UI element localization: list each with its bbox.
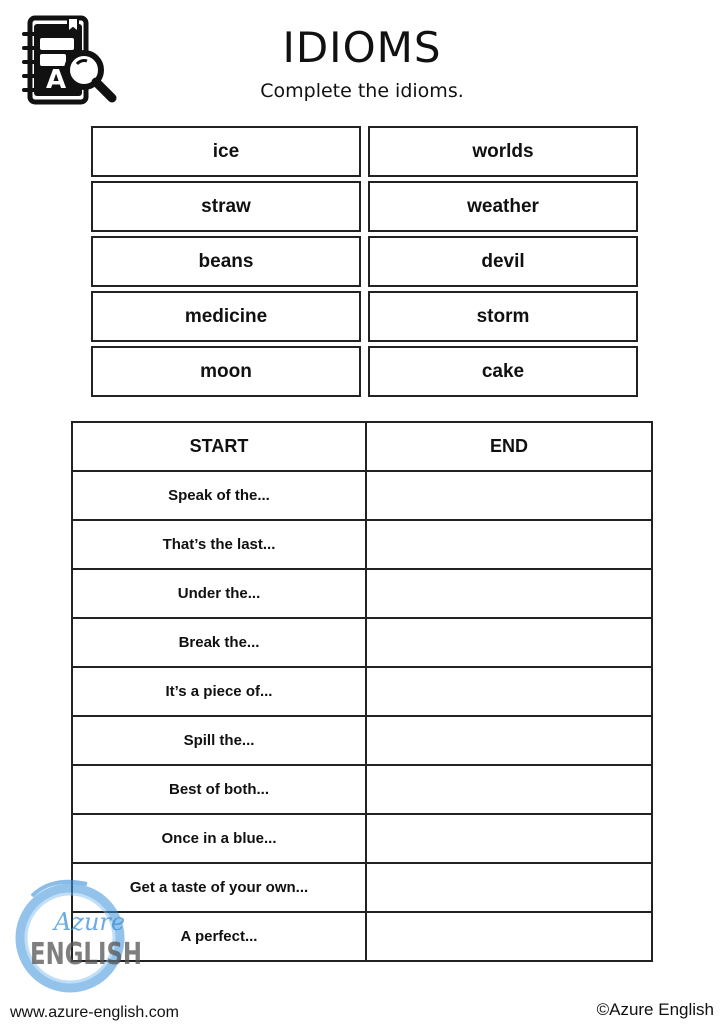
idiom-end-answer-cell[interactable] <box>366 569 652 618</box>
idiom-start-cell: A perfect... <box>72 912 366 961</box>
idiom-end-answer-cell[interactable] <box>366 618 652 667</box>
table-header-row <box>72 422 652 471</box>
word-box: ice <box>91 126 361 177</box>
idiom-end-answer-cell[interactable] <box>366 667 652 716</box>
idiom-end-answer-cell[interactable] <box>366 716 652 765</box>
idiom-start-cell: That’s the last... <box>72 520 366 569</box>
idiom-end-answer-cell[interactable] <box>366 814 652 863</box>
table-row <box>72 618 652 667</box>
idiom-start-cell: Get a taste of your own... <box>72 863 366 912</box>
idiom-end-answer-cell[interactable] <box>366 471 652 520</box>
word-box: devil <box>368 236 638 287</box>
idiom-start-cell: Break the... <box>72 618 366 667</box>
table-row <box>72 716 652 765</box>
page-subtitle: Complete the idioms. <box>260 80 464 102</box>
word-box: worlds <box>368 126 638 177</box>
idiom-end-answer-cell[interactable] <box>366 863 652 912</box>
idiom-start-cell: Under the... <box>72 569 366 618</box>
idiom-end-answer-cell[interactable] <box>366 912 652 961</box>
end-column-header: END <box>366 422 652 471</box>
copyright-notice: ©Azure English <box>596 1000 714 1019</box>
azure-english-logo <box>12 866 162 1006</box>
table-row <box>72 667 652 716</box>
svg-text:ENGLISH: ENGLISH <box>30 937 142 972</box>
table-row <box>72 814 652 863</box>
word-box: storm <box>368 291 638 342</box>
idiom-start-cell: Speak of the... <box>72 471 366 520</box>
idiom-end-answer-cell[interactable] <box>366 520 652 569</box>
word-box: medicine <box>91 291 361 342</box>
table-row <box>72 520 652 569</box>
start-column-header: START <box>72 422 366 471</box>
table-row <box>72 569 652 618</box>
idiom-start-cell: It’s a piece of... <box>72 667 366 716</box>
svg-text:A: A <box>46 65 67 95</box>
word-box: moon <box>91 346 361 397</box>
table-row <box>72 765 652 814</box>
website-url: www.azure-english.com <box>10 1004 179 1021</box>
table-row <box>72 471 652 520</box>
idiom-start-cell: Best of both... <box>72 765 366 814</box>
word-box: beans <box>91 236 361 287</box>
page-title: IDIOMS <box>282 23 442 72</box>
idiom-start-cell: Once in a blue... <box>72 814 366 863</box>
svg-text:Azure: Azure <box>54 908 126 936</box>
word-box: weather <box>368 181 638 232</box>
word-bank <box>91 126 638 397</box>
word-box: cake <box>368 346 638 397</box>
idiom-start-cell: Spill the... <box>72 716 366 765</box>
idiom-end-answer-cell[interactable] <box>366 765 652 814</box>
word-box: straw <box>91 181 361 232</box>
